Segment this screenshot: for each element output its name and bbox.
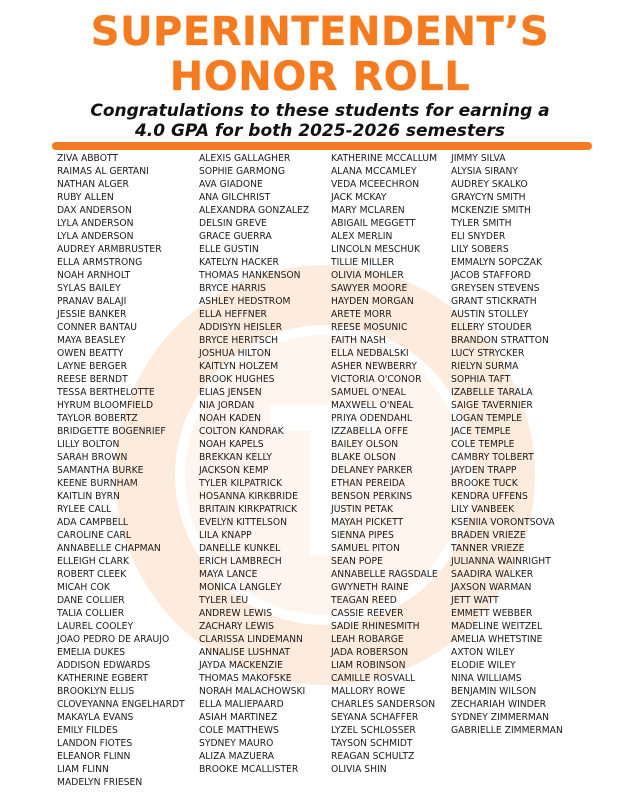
student-name: ANNALISE LUSHNAT — [199, 647, 291, 658]
student-name: ABIGAIL MEGGETT — [331, 218, 416, 229]
student-name: JULIANNA WAINRIGHT — [451, 556, 551, 567]
student-name: ALEXANDRA GONZALEZ — [199, 205, 310, 216]
student-name: MCKENZIE SMITH — [451, 205, 531, 216]
student-name: RUBY ALLEN — [57, 192, 114, 203]
student-name: ADDISYN HEISLER — [199, 322, 283, 333]
student-name: JACOB STAFFORD — [451, 270, 531, 281]
student-name: GRANT STICKRATH — [451, 296, 537, 307]
student-name: EVELYN KITTELSON — [199, 517, 287, 528]
student-name: COLTON KANDRAK — [199, 426, 284, 437]
student-name: CLOVEYANNA ENGELHARDT — [57, 699, 185, 710]
student-name: KAITLIN BYRN — [57, 491, 120, 502]
student-name: MICAH COK — [57, 582, 110, 593]
student-name: NATHAN ALGER — [57, 179, 129, 190]
student-name: LILY SOBERS — [451, 244, 509, 255]
student-name: TALIA COLLIER — [57, 608, 125, 619]
student-name: ELLA HEFFNER — [199, 309, 267, 320]
student-name: JAYDEN TRAPP — [451, 465, 517, 476]
student-name: CAROLINE CARL — [57, 530, 132, 541]
student-name: HYRUM BLOOMFIELD — [57, 400, 154, 411]
student-name: HOSANNA KIRKBRIDE — [199, 491, 298, 502]
student-name: REAGAN SCHULTZ — [331, 751, 415, 762]
student-name: SEYANA SCHAFFER — [331, 712, 419, 723]
student-name: IZABELLE TARALA — [451, 387, 533, 398]
student-name: EMELIA DUKES — [57, 647, 126, 658]
student-name: MAYA BEASLEY — [57, 335, 126, 346]
student-name: COLE MATTHEWS — [199, 725, 279, 736]
student-name: VICTORIA O'CONOR — [331, 374, 422, 385]
student-name: ASIAH MARTINEZ — [199, 712, 278, 723]
student-name: NOAH KAPELS — [199, 439, 264, 450]
student-name: JUSTIN PETAK — [331, 504, 394, 515]
student-name: LYLA ANDERSON — [57, 218, 134, 229]
student-name: MONICA LANGLEY — [199, 582, 282, 593]
student-name: JAXSON WARMAN — [451, 582, 532, 593]
student-name: CLARISSA LINDEMANN — [199, 634, 303, 645]
student-name: SAMANTHA BURKE — [57, 465, 144, 476]
student-name: JOSHUA HILTON — [199, 348, 271, 359]
student-name: AUSTIN STOLLEY — [451, 309, 529, 320]
student-name: ROBERT CLEEK — [57, 569, 127, 580]
student-name: BENSON PERKINS — [331, 491, 413, 502]
name-column-2 — [199, 152, 319, 776]
student-name: MAXWELL O'NEAL — [331, 400, 414, 411]
student-name: NOAH ARNHOLT — [57, 270, 131, 281]
student-name: ADA CAMPBELL — [57, 517, 129, 528]
student-name: OWEN BEATTY — [57, 348, 124, 359]
student-name: BREKKAN KELLY — [199, 452, 273, 463]
student-name: DELANEY PARKER — [331, 465, 413, 476]
student-name: BRYCE HARRIS — [199, 283, 266, 294]
student-name: ZECHARIAH WINDER — [451, 699, 546, 710]
student-name: SARAH BROWN — [57, 452, 128, 463]
student-name: EMILY FILDES — [57, 725, 118, 736]
student-name: LINCOLN MESCHUK — [331, 244, 421, 255]
student-name: PRANAV BALAJI — [57, 296, 127, 307]
student-name: TYLER LEU — [199, 595, 249, 606]
student-name: ELLA MALIEPAARD — [199, 699, 284, 710]
student-name: NIA JORDAN — [199, 400, 255, 411]
subtitle-line1: Congratulations to these students for earning a — [90, 101, 550, 121]
student-name: EMMETT WEBBER — [451, 608, 533, 619]
student-name: ERICH LAMBRECH — [199, 556, 282, 567]
student-name: SADIE RHINESMITH — [331, 621, 420, 632]
student-name: JESSIE BANKER — [57, 309, 127, 320]
student-name: VEDA MCEECHRON — [331, 179, 420, 190]
student-name: RYLEE CALL — [57, 504, 112, 515]
student-name: CASSIE REEVER — [331, 608, 404, 619]
student-name: BLAKE OLSON — [331, 452, 397, 463]
student-name: SAMUEL O'NEAL — [331, 387, 406, 398]
student-name: AUDREY ARMBRUSTER — [57, 244, 162, 255]
student-name: ALYSIA SIRANY — [451, 166, 518, 177]
student-name: ELLE GUSTIN — [199, 244, 259, 255]
student-name: JIMMY SILVA — [451, 153, 506, 164]
student-name: ELI SNYDER — [451, 231, 506, 242]
student-name: KATELYN HACKER — [199, 257, 279, 268]
student-name: AXTON WILEY — [451, 647, 515, 658]
student-name: LILA KNAPP — [199, 530, 252, 541]
student-name: GRAYCYN SMITH — [451, 192, 526, 203]
student-name: TYLER KILPATRICK — [199, 478, 283, 489]
student-name: MADELYN FRIESEN — [57, 777, 143, 788]
student-name: AUDREY SKALKO — [451, 179, 528, 190]
student-name: JETT WATT — [451, 595, 499, 606]
student-name: BRADEN VRIEZE — [451, 530, 526, 541]
student-name: NORAH MALACHOWSKI — [199, 686, 306, 697]
student-name: AVA GIADONE — [199, 179, 263, 190]
student-name: JACE TEMPLE — [451, 426, 511, 437]
student-name: SYLAS BAILEY — [57, 283, 121, 294]
student-name: LOGAN TEMPLE — [451, 413, 523, 424]
student-name: SYDNEY ZIMMERMAN — [451, 712, 549, 723]
student-name: CAMBRY TOLBERT — [451, 452, 534, 463]
student-name: ELEANOR FLINN — [57, 751, 131, 762]
student-name: ETHAN PEREIDA — [331, 478, 405, 489]
student-name: EMMALYN SOPCZAK — [451, 257, 542, 268]
student-name: KATHERINE MCCALLUM — [331, 153, 438, 164]
student-name: ELLA NEDBALSKI — [331, 348, 409, 359]
subtitle-line2: 4.0 GPA for both 2025-2026 semesters — [134, 121, 506, 141]
student-name: CONNER BANTAU — [57, 322, 137, 333]
student-name: SOPHIE GARMONG — [199, 166, 286, 177]
student-name: BRYCE HERITSCH — [199, 335, 279, 346]
student-name: LYZEL SCHLOSSER — [331, 725, 416, 736]
student-name: ELODIE WILEY — [451, 660, 516, 671]
student-name: CHARLES SANDERSON — [331, 699, 436, 710]
student-name: RIELYN SURMA — [451, 361, 519, 372]
student-name: RAIMAS AL GERTANI — [57, 166, 149, 177]
student-name: JAYDA MACKENZIE — [199, 660, 283, 671]
student-name: HAYDEN MORGAN — [331, 296, 414, 307]
student-name: THOMAS MAKOFSKE — [199, 673, 292, 684]
student-name: BROOKE MCALLISTER — [199, 764, 299, 775]
student-name: DANELLE KUNKEL — [199, 543, 281, 554]
student-name: PRIYA ODENDAHL — [331, 413, 413, 424]
student-name: OLIVIA MOHLER — [331, 270, 404, 281]
student-name: OLIVIA SHIN — [331, 764, 387, 775]
student-name: GABRIELLE ZIMMERMAN — [451, 725, 563, 736]
student-name: TYLER SMITH — [451, 218, 512, 229]
name-column-3 — [331, 152, 447, 776]
student-name: BROOKE TUCK — [451, 478, 518, 489]
student-name: ZACHARY LEWIS — [199, 621, 275, 632]
student-name: ANDREW LEWIS — [199, 608, 273, 619]
student-name: TANNER VRIEZE — [451, 543, 525, 554]
student-name: TILLIE MILLER — [331, 257, 395, 268]
student-name: ANA GILCHRIST — [199, 192, 271, 203]
student-name: COLE TEMPLE — [451, 439, 515, 450]
student-name: ELIAS JENSEN — [199, 387, 262, 398]
student-name: ALEXIS GALLAGHER — [199, 153, 291, 164]
student-name: ALANA MCCAMLEY — [331, 166, 417, 177]
student-name: TESSA BERTHELOTTE — [57, 387, 155, 398]
student-name: ELLERY STOUDER — [451, 322, 532, 333]
student-name: BENJAMIN WILSON — [451, 686, 537, 697]
page-title-line1: SUPERINTENDENT’S — [90, 9, 550, 55]
student-name: LYLA ANDERSON — [57, 231, 134, 242]
student-name: MAYAH PICKETT — [331, 517, 404, 528]
student-name: ANNABELLE CHAPMAN — [57, 543, 161, 554]
student-name: TAYSON SCHMIDT — [331, 738, 413, 749]
student-name: SAMUEL PITON — [331, 543, 400, 554]
student-name: KAITLYN HOLZEM — [199, 361, 279, 372]
student-name: GREYSEN STEVENS — [451, 283, 540, 294]
student-name: MARY MCLAREN — [331, 205, 405, 216]
student-name: JOAO PEDRO DE ARAUJO — [57, 634, 170, 645]
student-name: MALLORY ROWE — [331, 686, 406, 697]
student-name: KATHERINE EGBERT — [57, 673, 148, 684]
student-name: LILLY BOLTON — [57, 439, 120, 450]
student-name: IZZABELLA OFFE — [331, 426, 409, 437]
student-name: BROOKLYN ELLIS — [57, 686, 135, 697]
name-column-1 — [57, 152, 196, 789]
student-name: SAIGE TAVERNIER — [451, 400, 533, 411]
student-name: NINA WILLIAMS — [451, 673, 522, 684]
student-name: GRACE GUERRA — [199, 231, 272, 242]
student-name: MADELINE WEITZEL — [451, 621, 543, 632]
student-name: MAKAYLA EVANS — [57, 712, 134, 723]
student-name: FAITH NASH — [331, 335, 386, 346]
header-divider — [52, 142, 592, 150]
student-name: JADA ROBERSON — [331, 647, 409, 658]
student-name: NOAH KADEN — [199, 413, 262, 424]
student-name: SOPHIA TAFT — [451, 374, 511, 385]
student-name: ASHLEY HEDSTROM — [199, 296, 291, 307]
student-name: KENDRA UFFENS — [451, 491, 528, 502]
student-name: AMELIA WHETSTINE — [451, 634, 543, 645]
student-name: LUCY STRYCKER — [451, 348, 525, 359]
student-name: JACK MCKAY — [331, 192, 387, 203]
student-name: LEAH ROBARGE — [331, 634, 404, 645]
student-name: LANDON FIOTES — [57, 738, 133, 749]
student-name: SYDNEY MAURO — [199, 738, 274, 749]
student-name: MAYA LANCE — [199, 569, 258, 580]
student-name: ELLEIGH CLARK — [57, 556, 130, 567]
name-column-4 — [451, 152, 573, 737]
student-name: BRANDON STRATTON — [451, 335, 549, 346]
student-name: KSENIIA VORONTSOVA — [451, 517, 555, 528]
student-name: ASHER NEWBERRY — [331, 361, 417, 372]
student-name: DELSIN GREVE — [199, 218, 267, 229]
student-name: ALEX MERLIN — [331, 231, 393, 242]
student-name: ARETE MORR — [331, 309, 392, 320]
student-name: BRIDGETTE BOGENRIEF — [57, 426, 166, 437]
student-name: DANE COLLIER — [57, 595, 125, 606]
student-name: ADDISON EDWARDS — [57, 660, 151, 671]
student-name: BRITAIN KIRKPATRICK — [199, 504, 298, 515]
student-name: REESE MOSUNIC — [331, 322, 408, 333]
student-name: SAADIRA WALKER — [451, 569, 534, 580]
student-name: BAILEY OLSON — [331, 439, 399, 450]
student-name: SEAN POPE — [331, 556, 383, 567]
student-name: ALIZA MAZUERA — [199, 751, 275, 762]
student-name: ANNABELLE RAGSDALE — [331, 569, 438, 580]
student-name: REESE BERNDT — [57, 374, 128, 385]
student-name: KEENE BURNHAM — [57, 478, 138, 489]
student-name: DAX ANDERSON — [57, 205, 132, 216]
student-name: LILY VANBEEK — [451, 504, 515, 515]
student-name: THOMAS HANKENSON — [199, 270, 301, 281]
student-name: SIENNA PIPES — [331, 530, 394, 541]
student-name: LAYNE BERGER — [57, 361, 128, 372]
student-name: LAUREL COOLEY — [57, 621, 134, 632]
student-name: TEAGAN REED — [331, 595, 397, 606]
student-name: BROOK HUGHES — [199, 374, 275, 385]
student-name: CAMILLE ROSVALL — [331, 673, 416, 684]
student-name: LIAM ROBINSON — [331, 660, 406, 671]
student-name: TAYLOR BOBERTZ — [57, 413, 138, 424]
student-name: ELLA ARMSTRONG — [57, 257, 143, 268]
student-name: JACKSON KEMP — [199, 465, 269, 476]
student-name: SAWYER MOORE — [331, 283, 408, 294]
student-name: LIAM FLINN — [57, 764, 109, 775]
page-title-line2: HONOR ROLL — [169, 54, 471, 100]
student-name: ZIVA ABBOTT — [57, 153, 119, 164]
student-name: GWYNETH RAINE — [331, 582, 409, 593]
